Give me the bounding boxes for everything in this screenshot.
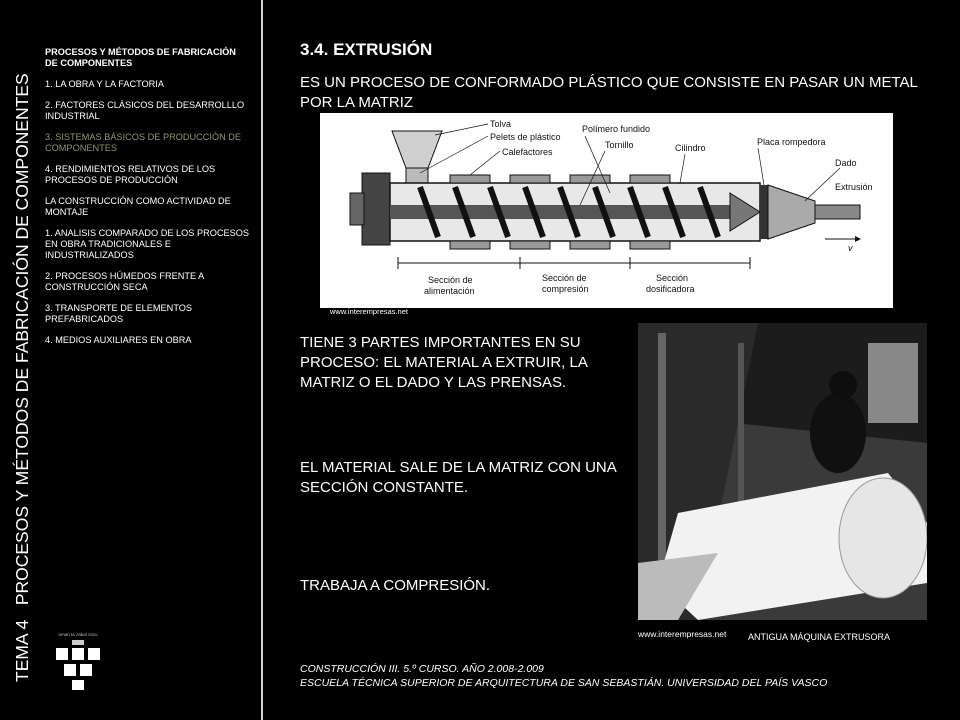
vertical-course-title bbox=[6, 0, 38, 690]
label-sec-dos-1: Sección bbox=[656, 273, 689, 283]
footer-school: ESCUELA TÉCNICA SUPERIOR DE ARQUITECTURA DE SAN SEBASTIÁN. UNIVERSIDAD DEL PAÍS VASCO bbox=[300, 677, 828, 689]
sidebar-divider bbox=[261, 0, 263, 720]
label-dado: Dado bbox=[835, 158, 857, 168]
photo-source: www.interempresas.net bbox=[638, 629, 727, 639]
label-calefactores: Calefactores bbox=[502, 147, 553, 157]
nav-item-montaje[interactable]: LA CONSTRUCCIÓN COMO ACTIVIDAD DE MONTAJE bbox=[45, 196, 231, 217]
paragraph-section: EL MATERIAL SALE DE LA MATRIZ CON UNA SECCIÓN CONSTANTE. bbox=[300, 459, 616, 496]
label-sec-dos-2: dosificadora bbox=[646, 284, 695, 294]
label-v: v bbox=[848, 243, 853, 253]
vertical-title-text: TEMA 4 PROCESOS Y MÉTODOS DE FABRICACIÓN DE COMPONENTES bbox=[12, 73, 32, 682]
extruder-diagram bbox=[320, 113, 893, 308]
label-tolva: Tolva bbox=[490, 119, 512, 129]
nav-item-analisis[interactable]: 1. ANALISIS COMPARADO DE LOS PROCESOS EN OBRA TRADICIONALES E INDUSTRIALIZADOS bbox=[45, 228, 250, 260]
label-sec-comp-1: Sección de bbox=[542, 273, 587, 283]
label-sec-comp-2: compresión bbox=[542, 284, 589, 294]
diagram-source: www.interempresas.net bbox=[330, 307, 408, 316]
extruder-photo bbox=[638, 323, 927, 620]
upv-ehu-logo-icon bbox=[50, 630, 106, 692]
logo-motto: eman ta zabal zazu bbox=[58, 632, 98, 637]
nav-item-rendimientos[interactable]: 4. RENDIMIENTOS RELATIVOS DE LOS PROCESOS DE PRODUCCIÓN bbox=[45, 164, 216, 185]
intro-text: ES UN PROCESO DE CONFORMADO PLÁSTICO QUE CONSISTE EN PASAR UN METAL POR LA MATRIZ bbox=[300, 74, 918, 111]
photo-caption: ANTIGUA MÁQUINA EXTRUSORA bbox=[748, 632, 891, 642]
label-placa: Placa rompedora bbox=[757, 137, 826, 147]
label-polimero: Polímero fundido bbox=[582, 124, 651, 134]
label-tornillo: Tornillo bbox=[605, 140, 634, 150]
sidebar-nav bbox=[45, 47, 255, 356]
nav-item-sistemas-basicos[interactable]: 3. SISTEMAS BÁSICOS DE PRODUCCIÓN DE COMPONENTES bbox=[45, 132, 242, 153]
nav-item-transporte[interactable]: 3. TRANSPORTE DE ELEMENTOS PREFABRICADOS bbox=[45, 303, 193, 324]
university-logo bbox=[50, 630, 106, 692]
paragraph-parts: TIENE 3 PARTES IMPORTANTES EN SU PROCESO: EL MATERIAL A EXTRUIR, LA MATRIZ O EL DADO Y LAS PRENSAS. bbox=[300, 334, 588, 391]
footer-course: CONSTRUCCIÓN III. 5.º CURSO. AÑO 2.008-2.009 bbox=[300, 663, 544, 675]
paragraph-compression: TRABAJA A COMPRESIÓN. bbox=[300, 577, 491, 594]
label-extrusion: Extrusión bbox=[835, 182, 873, 192]
nav-item-factores-clasicos[interactable]: 2. FACTORES CLÁSICOS DEL DESARROLLLO INDUSTRIAL bbox=[45, 100, 245, 121]
nav-item-medios-auxiliares[interactable]: 4. MEDIOS AUXILIARES EN OBRA bbox=[45, 335, 192, 345]
nav-item-procesos-humedos[interactable]: 2. PROCESOS HÚMEDOS FRENTE A CONSTRUCCIÓN SECA bbox=[45, 271, 204, 292]
label-sec-alim-2: alimentación bbox=[424, 286, 475, 296]
label-sec-alim-1: Sección de bbox=[428, 275, 473, 285]
nav-item-section-heading[interactable]: PROCESOS Y MÉTODOS DE FABRICACIÓN DE COMPONENTES bbox=[45, 47, 236, 68]
page-title: 3.4. EXTRUSIÓN bbox=[300, 40, 433, 59]
nav-item-obra-factoria[interactable]: 1. LA OBRA Y LA FACTORIA bbox=[45, 79, 164, 89]
label-pelets: Pelets de plástico bbox=[490, 132, 561, 142]
footer bbox=[300, 662, 827, 690]
label-cilindro: Cilindro bbox=[675, 143, 706, 153]
